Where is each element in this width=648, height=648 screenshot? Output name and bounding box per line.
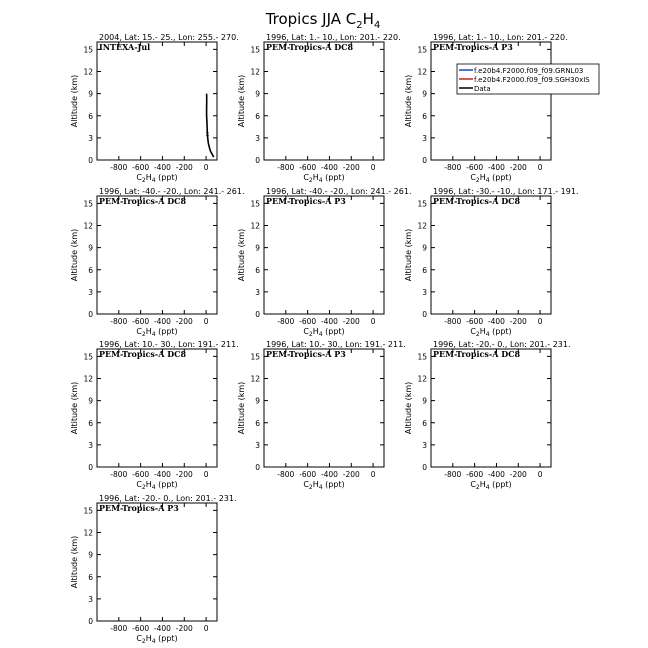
x-tick-label: 0 <box>370 163 376 172</box>
legend-entry: Data <box>474 85 491 93</box>
x-axis-label-part: C <box>303 480 309 489</box>
x-tick-label: -600 <box>132 624 150 633</box>
y-tick-label: 9 <box>255 243 260 253</box>
x-tick-label: -600 <box>466 163 484 172</box>
campaign-label: PEM-Tropics-A DC8 <box>99 349 187 359</box>
y-tick-label: 9 <box>255 396 260 406</box>
x-tick-label: -800 <box>277 470 295 479</box>
y-axis-label: Altitude (km) <box>70 381 79 435</box>
x-axis-label-part: 4 <box>318 484 323 491</box>
x-axis-label-part: C <box>136 327 142 336</box>
title-h: H <box>362 10 374 28</box>
x-tick-label: -200 <box>175 624 193 633</box>
x-axis-label <box>136 480 177 491</box>
x-axis-label-part: C <box>470 327 476 336</box>
x-tick-label: -200 <box>342 317 360 326</box>
y-tick-label: 12 <box>250 221 260 231</box>
x-tick-label: -800 <box>110 163 128 172</box>
x-axis-label-part: (ppt) <box>489 327 512 336</box>
x-axis-label <box>303 480 344 491</box>
y-tick-label: 6 <box>422 111 427 121</box>
y-tick-label: 0 <box>422 310 427 319</box>
y-tick-label: 12 <box>250 374 260 384</box>
chart-panel-2 <box>237 33 401 184</box>
x-axis-label <box>470 480 511 491</box>
y-tick-label: 15 <box>417 45 427 55</box>
x-tick-label: -400 <box>153 470 171 479</box>
y-tick-label: 6 <box>422 265 427 275</box>
y-tick-label: 9 <box>88 243 93 253</box>
x-tick-label: -800 <box>444 163 462 172</box>
x-axis-label-part: 4 <box>485 331 490 338</box>
chart-panel-6 <box>404 187 579 338</box>
x-tick-label: 0 <box>537 470 543 479</box>
x-tick-label: 0 <box>537 163 543 172</box>
x-axis-label-part: 2 <box>141 177 146 184</box>
campaign-label: PEM-Tropics-A P3 <box>266 196 346 206</box>
chart-panel-4 <box>70 187 245 338</box>
plot-frame <box>97 503 217 621</box>
x-axis-label-part: (ppt) <box>489 173 512 182</box>
x-tick-label: -200 <box>342 470 360 479</box>
x-tick-label: -200 <box>175 470 193 479</box>
campaign-label: PEM-Tropics-A DC8 <box>266 42 354 52</box>
y-tick-label: 6 <box>88 111 93 121</box>
y-tick-label: 12 <box>417 221 427 231</box>
plot-frame <box>431 349 551 467</box>
y-tick-label: 9 <box>255 89 260 99</box>
x-axis-label-part: H <box>479 327 486 336</box>
x-tick-label: -200 <box>509 470 527 479</box>
x-axis-label-part: 4 <box>485 177 490 184</box>
x-axis-label-part: (ppt) <box>155 634 178 643</box>
panels-group <box>70 33 599 645</box>
y-tick-label: 15 <box>250 199 260 209</box>
x-axis-label-part: 4 <box>318 331 323 338</box>
x-tick-label: -200 <box>342 163 360 172</box>
x-tick-label: -800 <box>277 317 295 326</box>
x-axis-label-part: 2 <box>141 484 146 491</box>
y-tick-label: 0 <box>255 463 260 472</box>
x-tick-label: -600 <box>132 470 150 479</box>
x-tick-label: -400 <box>487 317 505 326</box>
y-axis-label: Altitude (km) <box>404 381 413 435</box>
x-tick-label: -200 <box>175 163 193 172</box>
legend-entry: f.e20b4.F2000.f09_f09.SGH30xIS <box>474 76 590 84</box>
x-tick-label: 0 <box>370 317 376 326</box>
x-tick-label: -800 <box>110 624 128 633</box>
legend <box>457 64 599 94</box>
campaign-label: PEM-Tropics-A DC8 <box>99 196 187 206</box>
x-axis-label-part: 4 <box>485 484 490 491</box>
x-axis-label-part: H <box>479 173 486 182</box>
x-axis-label-part: H <box>312 480 319 489</box>
y-tick-label: 6 <box>88 265 93 275</box>
x-axis-label-part: H <box>479 480 486 489</box>
panel-header: 1996, Lat: -40.- -20., Lon: 241.- 261. <box>266 187 412 196</box>
x-axis-label-part: H <box>145 173 152 182</box>
y-tick-label: 0 <box>255 310 260 319</box>
x-axis-label-part: 2 <box>475 484 480 491</box>
y-axis-label: Altitude (km) <box>404 228 413 282</box>
x-axis-label-part: C <box>470 480 476 489</box>
y-tick-label: 15 <box>83 45 93 55</box>
x-tick-label: -600 <box>132 317 150 326</box>
x-axis-label-part: H <box>312 173 319 182</box>
figure-title <box>265 10 381 31</box>
y-tick-label: 12 <box>83 221 93 231</box>
y-tick-label: 9 <box>88 396 93 406</box>
x-axis-label-part: 4 <box>151 177 156 184</box>
x-tick-label: -400 <box>153 317 171 326</box>
x-axis-label-part: H <box>145 634 152 643</box>
plot-frame <box>264 349 384 467</box>
x-axis-label-part: 2 <box>308 177 313 184</box>
y-tick-label: 15 <box>250 45 260 55</box>
x-axis-label-part: C <box>136 634 142 643</box>
x-tick-label: 0 <box>203 470 209 479</box>
x-axis-label-part: (ppt) <box>155 327 178 336</box>
campaign-label: INTEXA-Jul <box>99 42 151 52</box>
plot-frame <box>264 196 384 314</box>
y-tick-label: 6 <box>88 418 93 428</box>
x-axis-label-part: 2 <box>475 331 480 338</box>
y-tick-label: 3 <box>422 287 427 297</box>
title-sub-2: 2 <box>356 20 363 31</box>
x-axis-label-part: (ppt) <box>322 173 345 182</box>
plot-frame <box>97 196 217 314</box>
y-axis-label: Altitude (km) <box>237 228 246 282</box>
y-tick-label: 12 <box>250 67 260 77</box>
y-tick-label: 3 <box>255 440 260 450</box>
x-tick-label: -800 <box>277 163 295 172</box>
x-axis-label-part: H <box>312 327 319 336</box>
y-axis-label: Altitude (km) <box>70 535 79 589</box>
x-tick-label: -200 <box>175 317 193 326</box>
x-tick-label: 0 <box>203 317 209 326</box>
x-axis-label <box>470 327 511 338</box>
chart-panel-1 <box>70 33 239 184</box>
y-tick-label: 15 <box>417 199 427 209</box>
y-tick-label: 12 <box>83 374 93 384</box>
y-tick-label: 15 <box>83 352 93 362</box>
y-tick-label: 3 <box>88 133 93 143</box>
x-tick-label: -200 <box>509 163 527 172</box>
y-tick-label: 0 <box>88 617 93 626</box>
panel-header: 1996, Lat: 1.- 10., Lon: 201.- 220. <box>433 33 568 42</box>
x-axis-label-part: 2 <box>308 484 313 491</box>
x-axis-label-part: 2 <box>141 638 146 645</box>
plot-frame <box>97 349 217 467</box>
chart-panel-7 <box>70 340 239 491</box>
x-axis-label <box>136 327 177 338</box>
x-axis-label-part: 4 <box>151 484 156 491</box>
y-tick-label: 3 <box>255 133 260 143</box>
chart-panel-3 <box>404 33 599 184</box>
x-axis-label-part: (ppt) <box>322 480 345 489</box>
y-tick-label: 9 <box>422 243 427 253</box>
y-tick-label: 9 <box>422 89 427 99</box>
x-axis-label-part: 2 <box>141 331 146 338</box>
x-tick-label: 0 <box>370 470 376 479</box>
x-tick-label: -600 <box>466 317 484 326</box>
x-axis-label-part: H <box>145 327 152 336</box>
x-axis-label-part: C <box>303 327 309 336</box>
x-tick-label: -400 <box>153 624 171 633</box>
x-tick-label: -400 <box>487 470 505 479</box>
data-marker: x <box>205 131 210 139</box>
x-tick-label: -600 <box>299 317 317 326</box>
y-tick-label: 12 <box>83 528 93 538</box>
panel-header: 1996, Lat: 10.- 30., Lon: 191.- 211. <box>266 340 406 349</box>
x-axis-label <box>303 327 344 338</box>
panel-header: 1996, Lat: -20.- 0., Lon: 201.- 231. <box>433 340 571 349</box>
x-axis-label-part: C <box>470 173 476 182</box>
y-tick-label: 3 <box>88 440 93 450</box>
x-tick-label: -200 <box>509 317 527 326</box>
x-tick-label: -600 <box>299 163 317 172</box>
x-axis-label <box>470 173 511 184</box>
panel-header: 1996, Lat: -30.- -10., Lon: 171.- 191. <box>433 187 579 196</box>
chart-panel-9 <box>404 340 571 491</box>
y-tick-label: 15 <box>83 506 93 516</box>
x-tick-label: 0 <box>537 317 543 326</box>
x-axis-label <box>136 173 177 184</box>
title-sub-4: 4 <box>373 20 381 31</box>
y-tick-label: 0 <box>255 156 260 165</box>
y-tick-label: 9 <box>422 396 427 406</box>
x-axis-label-part: H <box>145 480 152 489</box>
y-tick-label: 6 <box>255 111 260 121</box>
y-tick-label: 15 <box>83 199 93 209</box>
y-tick-label: 3 <box>88 287 93 297</box>
panel-header: 2004, Lat: 15.- 25., Lon: 255.- 270. <box>99 33 239 42</box>
y-tick-label: 6 <box>255 418 260 428</box>
plot-frame <box>97 42 217 160</box>
x-axis-label-part: 2 <box>475 177 480 184</box>
campaign-label: PEM-Tropics-A P3 <box>433 42 513 52</box>
y-tick-label: 3 <box>422 440 427 450</box>
x-tick-label: -800 <box>444 470 462 479</box>
campaign-label: PEM-Tropics-A P3 <box>266 349 346 359</box>
y-tick-label: 15 <box>417 352 427 362</box>
x-tick-label: -800 <box>110 470 128 479</box>
x-tick-label: -400 <box>487 163 505 172</box>
y-tick-label: 3 <box>255 287 260 297</box>
y-tick-label: 12 <box>83 67 93 77</box>
y-tick-label: 12 <box>417 374 427 384</box>
chart-panel-8 <box>237 340 406 491</box>
y-tick-label: 3 <box>88 594 93 604</box>
x-axis-label-part: 4 <box>151 331 156 338</box>
y-tick-label: 0 <box>88 156 93 165</box>
x-tick-label: -600 <box>299 470 317 479</box>
x-axis-label-part: 4 <box>151 638 156 645</box>
x-axis-label <box>136 634 177 645</box>
y-tick-label: 0 <box>88 463 93 472</box>
x-axis-label-part: C <box>136 480 142 489</box>
x-tick-label: -400 <box>320 163 338 172</box>
x-axis-label-part: C <box>136 173 142 182</box>
y-axis-label: Altitude (km) <box>237 381 246 435</box>
y-axis-label: Altitude (km) <box>237 74 246 128</box>
x-tick-label: -400 <box>320 470 338 479</box>
y-tick-label: 3 <box>422 133 427 143</box>
x-axis-label-part: (ppt) <box>322 327 345 336</box>
y-tick-label: 15 <box>250 352 260 362</box>
x-axis-label-part: (ppt) <box>155 173 178 182</box>
x-axis-label-part: 4 <box>318 177 323 184</box>
y-tick-label: 9 <box>88 550 93 560</box>
y-tick-label: 0 <box>422 463 427 472</box>
x-tick-label: -400 <box>320 317 338 326</box>
x-tick-label: -600 <box>132 163 150 172</box>
title-main: Tropics JJA C <box>265 10 357 28</box>
y-tick-label: 6 <box>255 265 260 275</box>
x-axis-label-part: C <box>303 173 309 182</box>
x-tick-label: -400 <box>153 163 171 172</box>
x-tick-label: 0 <box>203 624 209 633</box>
panel-header: 1996, Lat: 10.- 30., Lon: 191.- 211. <box>99 340 239 349</box>
y-tick-label: 0 <box>422 156 427 165</box>
x-axis-label-part: (ppt) <box>155 480 178 489</box>
panel-header: 1996, Lat: 1.- 10., Lon: 201.- 220. <box>266 33 401 42</box>
x-tick-label: -800 <box>444 317 462 326</box>
campaign-label: PEM-Tropics-A P3 <box>99 503 179 513</box>
plot-frame <box>264 42 384 160</box>
y-tick-label: 12 <box>417 67 427 77</box>
x-tick-label: -600 <box>466 470 484 479</box>
x-axis-label-part: 2 <box>308 331 313 338</box>
y-tick-label: 0 <box>88 310 93 319</box>
campaign-label: PEM-Tropics-A DC8 <box>433 349 521 359</box>
plot-frame <box>431 196 551 314</box>
y-tick-label: 6 <box>422 418 427 428</box>
y-axis-label: Altitude (km) <box>70 74 79 128</box>
campaign-label: PEM-Tropics-A DC8 <box>433 196 521 206</box>
panel-header: 1996, Lat: -40.- -20., Lon: 241.- 261. <box>99 187 245 196</box>
y-tick-label: 9 <box>88 89 93 99</box>
legend-entry: f.e20b4.F2000.f09_f09.GRNL03 <box>474 67 584 75</box>
y-tick-label: 6 <box>88 572 93 582</box>
x-axis-label-part: (ppt) <box>489 480 512 489</box>
chart-panel-10 <box>70 494 237 645</box>
chart-panel-5 <box>237 187 412 338</box>
x-tick-label: 0 <box>203 163 209 172</box>
panel-header: 1996, Lat: -20.- 0., Lon: 201.- 231. <box>99 494 237 503</box>
y-axis-label: Altitude (km) <box>404 74 413 128</box>
x-tick-label: -800 <box>110 317 128 326</box>
x-axis-label <box>303 173 344 184</box>
plot-frame <box>431 42 551 160</box>
y-axis-label: Altitude (km) <box>70 228 79 282</box>
series-line-data <box>207 94 214 158</box>
